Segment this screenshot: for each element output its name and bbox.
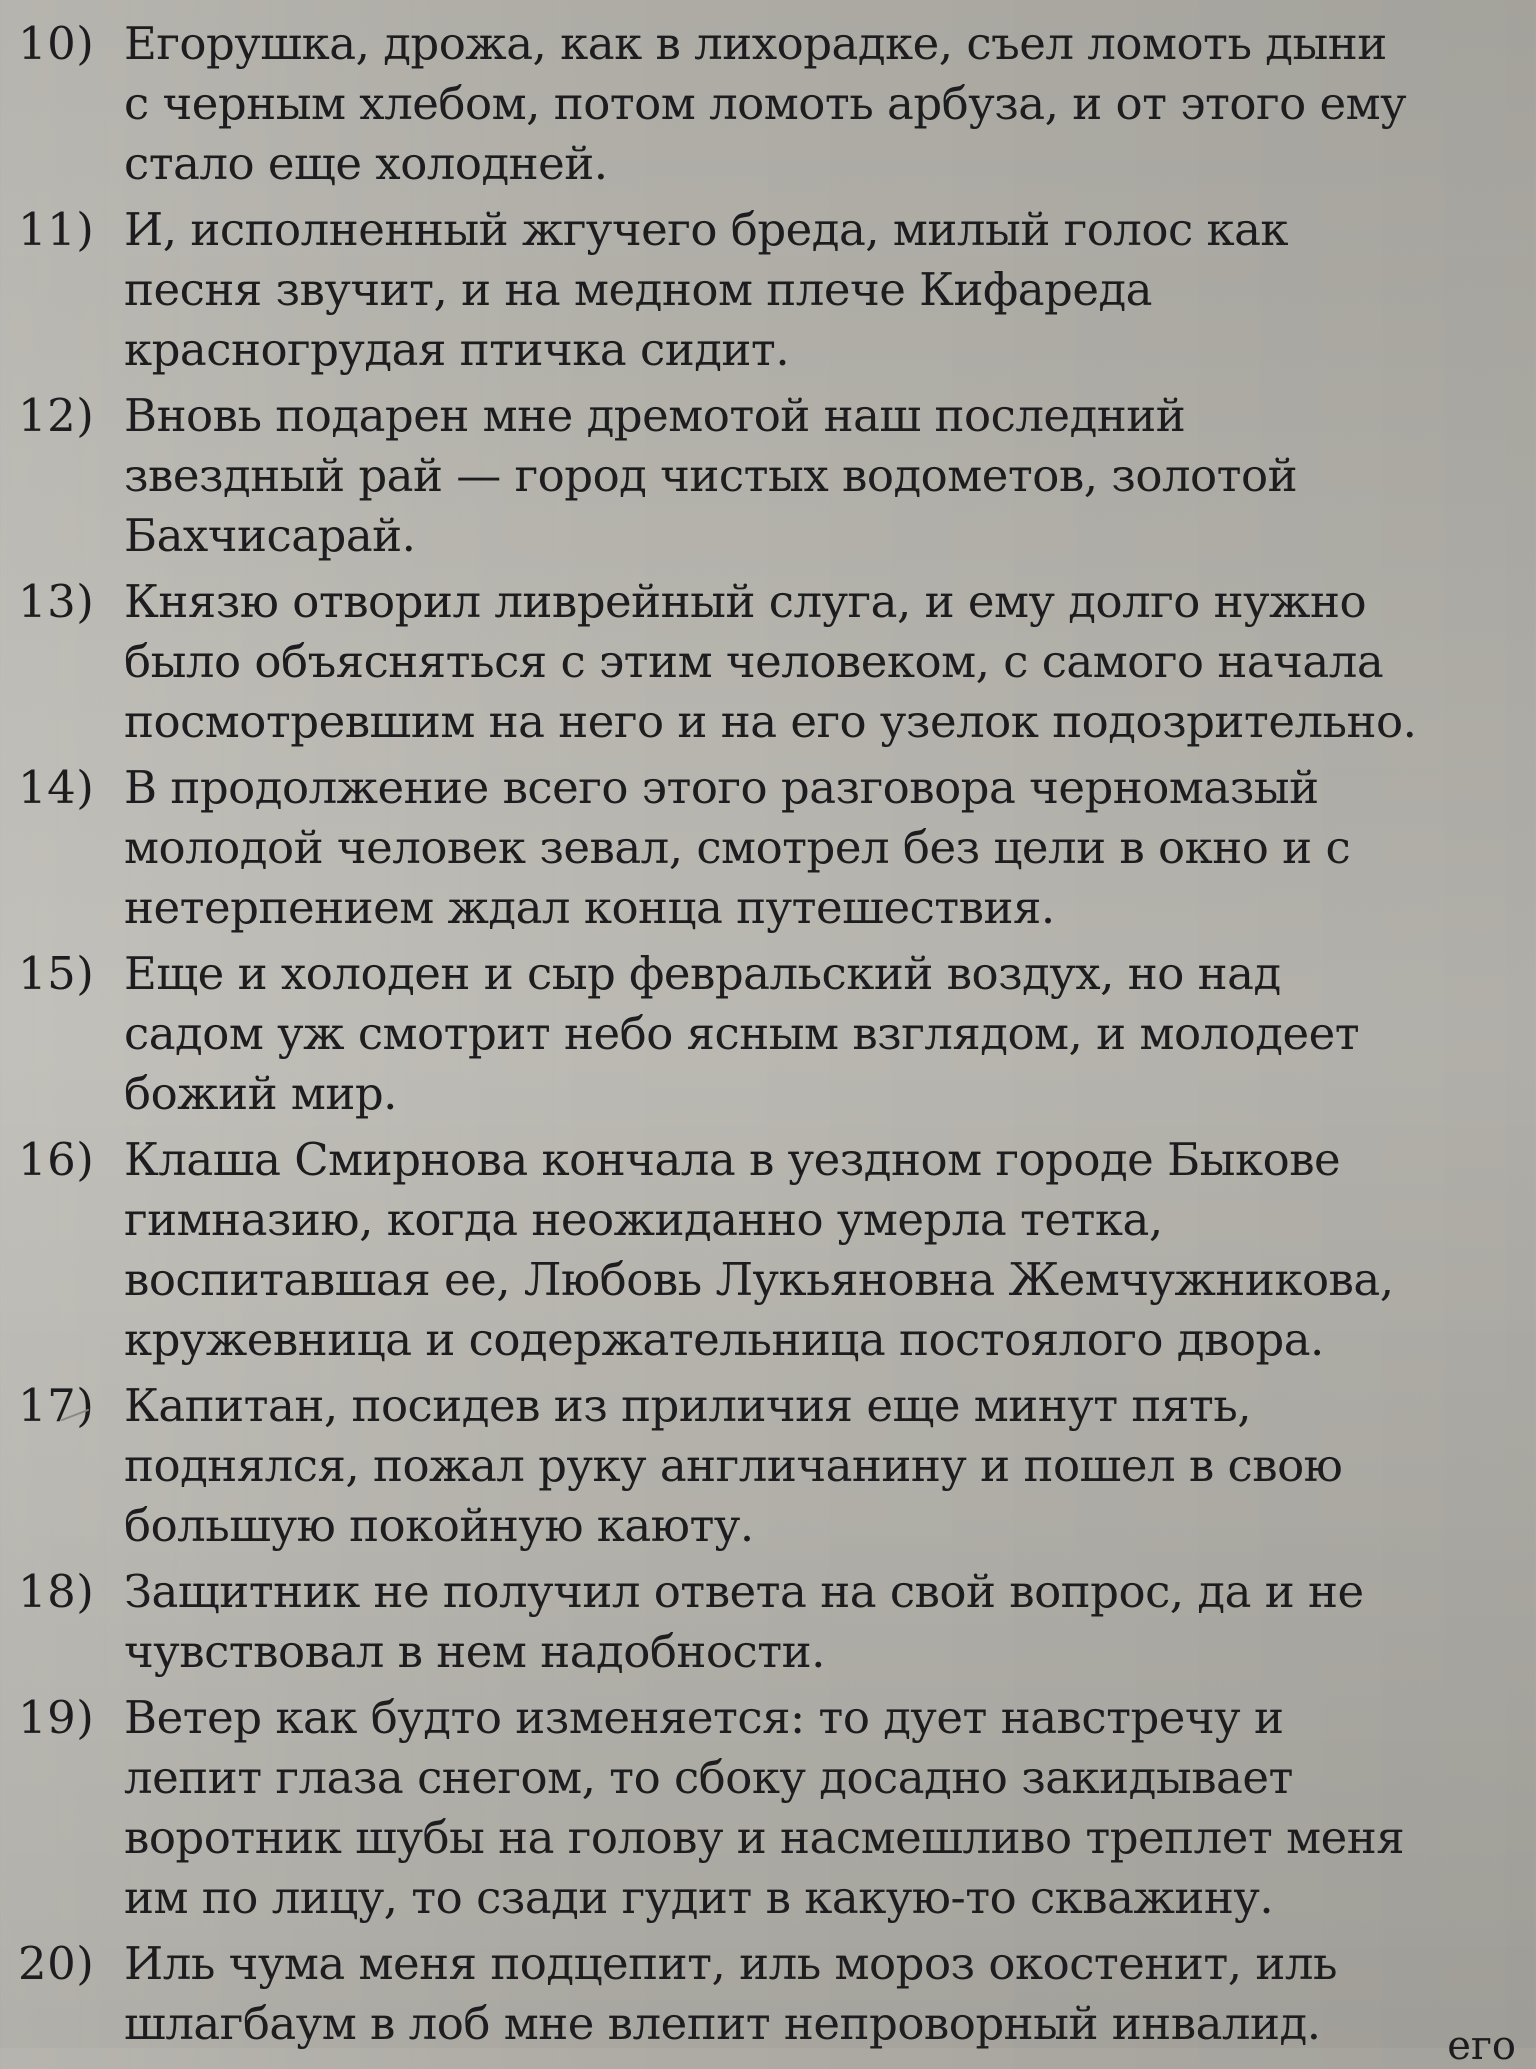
exercise-item — [18, 1688, 1418, 1928]
item-number: 10) — [18, 17, 95, 70]
exercise-item — [18, 1934, 1418, 2054]
item-sentence: Капитан, посидев из приличия еще минут пять, поднялся, пожал руку англичанину и пошел в свою большую покойную каюту. — [124, 1379, 1343, 1552]
item-sentence: Егорушка, дрожа, как в лихорадке, съел ломоть дыни с черным хлебом, потом ломоть арбуза, и от этого ему стало еще холодней. — [124, 17, 1407, 190]
exercise-item — [18, 386, 1418, 566]
item-sentence: Ветер как будто изменяется: то дует навстречу и лепит глаза снегом, то сбоку досадно закидывает воротник шубы на голову и насмешливо треплет меня им по лицу, то сзади гудит в какую-то скважину. — [124, 1691, 1405, 1924]
item-number: 15) — [18, 947, 95, 1000]
item-number: 20) — [18, 1937, 95, 1990]
item-number: 13) — [18, 575, 95, 628]
pencil-tick-mark — [60, 1408, 90, 1422]
item-sentence: Еще и холоден и сыр февральский воздух, но над садом уж смотрит небо ясным взглядом, и молодеет божий мир. — [124, 947, 1360, 1120]
exercise-item — [18, 1376, 1418, 1556]
exercise-item — [18, 14, 1418, 194]
exercise-item — [18, 944, 1418, 1124]
item-sentence: Вновь подарен мне дремотой наш последний звездный рай — город чистых водометов, золотой Бахчисарай. — [124, 389, 1298, 562]
item-sentence: И, исполненный жгучего бреда, милый голос как песня звучит, и на медном плече Кифареда красногрудая птичка сидит. — [124, 203, 1289, 376]
item-number: 18) — [18, 1565, 95, 1618]
exercise-item — [18, 758, 1418, 938]
item-sentence: Защитник не получил ответа на свой вопрос, да и не чувствовал в нем надобности. — [124, 1565, 1364, 1678]
item-sentence: Клаша Смирнова кончала в уездном городе Быкове гимназию, когда неожиданно умерла тетка, воспитавшая ее, Любовь Лукьяновна Жемчужникова, кружевница и содержательница постоялого двора. — [124, 1133, 1394, 1366]
item-number: 17) — [18, 1379, 95, 1432]
next-page-text-fragment: его — [1447, 2023, 1516, 2069]
exercise-item — [18, 1562, 1418, 1682]
item-number: 11) — [18, 203, 95, 256]
item-sentence: Иль чума меня подцепит, иль мороз окостенит, иль шлагбаум в лоб мне влепит непроворный инвалид. — [124, 1937, 1337, 2050]
item-sentence: В продолжение всего этого разговора черномазый молодой человек зевал, смотрел без цели в окно и с нетерпением ждал конца путешествия. — [124, 761, 1351, 934]
exercise-list — [18, 14, 1418, 2060]
item-number: 16) — [18, 1133, 95, 1186]
item-number: 19) — [18, 1691, 95, 1744]
exercise-item — [18, 1130, 1418, 1370]
exercise-item — [18, 572, 1418, 752]
item-number: 14) — [18, 761, 95, 814]
exercise-item — [18, 200, 1418, 380]
item-number: 12) — [18, 389, 95, 442]
item-sentence: Князю отворил ливрейный слуга, и ему долго нужно было объясняться с этим человеком, с самого начала посмотревшим на него и на его узелок подозрительно. — [124, 575, 1417, 748]
